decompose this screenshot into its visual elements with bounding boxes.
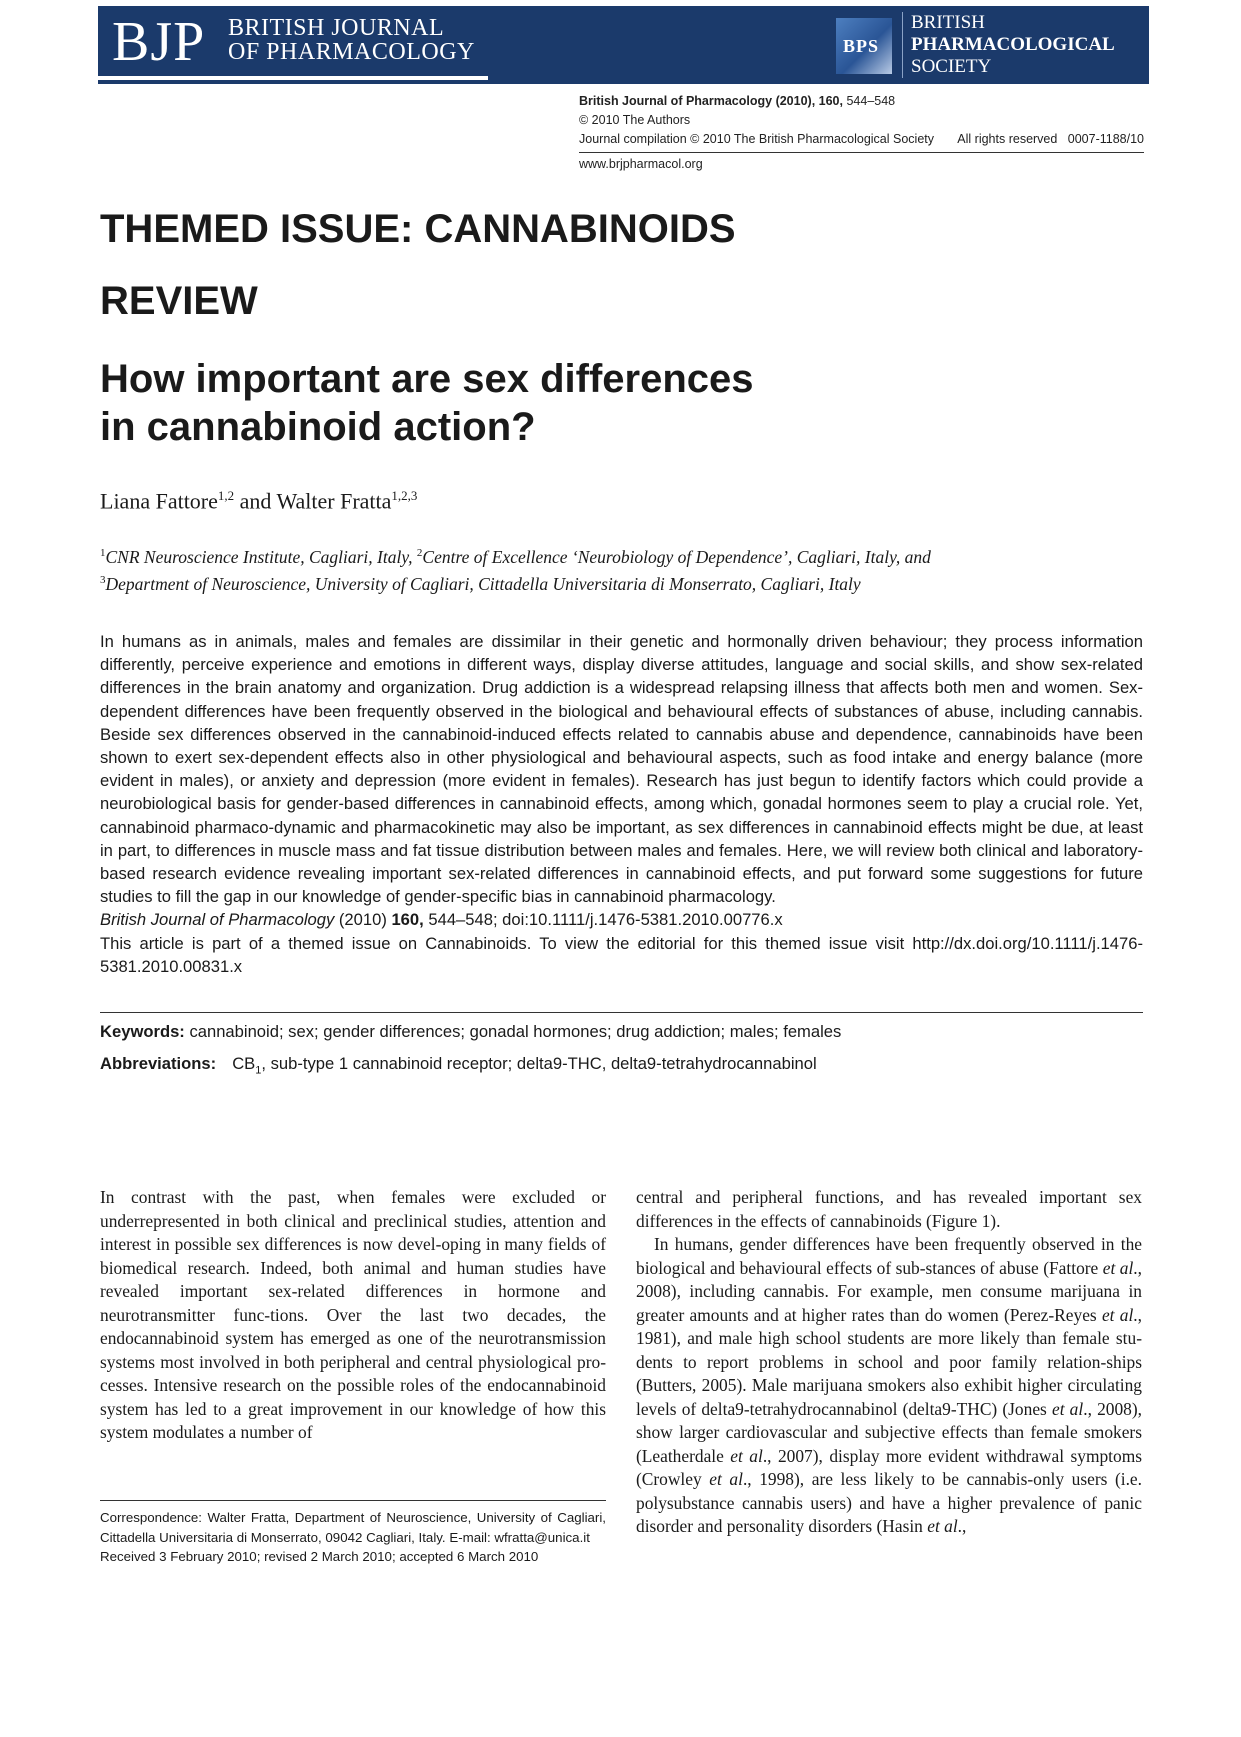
abstract-rule [100, 1012, 1143, 1013]
footnote [100, 1508, 606, 1567]
cite-volume: 160, [391, 910, 424, 930]
bps-logo-text: BPS [843, 36, 880, 56]
title-line1: How important are sex differences [100, 357, 754, 401]
keywords-text: cannabinoid; sex; gender differences; gonadal hormones; drug addiction; males; females [184, 1022, 842, 1041]
rights-text: All rights reserved [957, 132, 1058, 146]
author1-affil-sup: 1,2 [217, 488, 235, 503]
rights-issn [957, 130, 1144, 149]
bjp-underline [98, 76, 488, 80]
issn-text: 0007-1188/10 [1067, 132, 1144, 146]
affiliations [100, 542, 1145, 596]
cite-rest: 544–548; doi:10.1111/j.1476-5381.2010.00776.x [423, 910, 783, 930]
bjp-logo: BJP [112, 11, 206, 73]
para2-seg-e: ., 2007), display more evident withdrawal symptoms (Crowley [636, 1445, 1142, 1489]
bps-line3: SOCIETY [911, 56, 992, 77]
abstract-citation [100, 908, 1143, 931]
themed-issue-heading: THEMED ISSUE: CANNABINOIDS [100, 207, 736, 251]
cite-year: (2010) [334, 910, 392, 930]
et-al-6: et al [927, 1516, 958, 1536]
compilation-text: Journal compilation © 2010 The British Pharmacological Society [579, 132, 934, 146]
para2-seg-c: ., 1981), and male high school students are more likely than female stu-dents to report problems in school and poor family relation-ships (Butters, 2005). Male marijuana smokers also exhibit higher circulating levels of delta9-tetrahydrocannabinol (delta9-THC) (Jones [636, 1304, 1142, 1419]
abbrev-text: , sub-type 1 cannabinoid receptor; delta9-THC, delta9-tetrahydrocannabinol [261, 1054, 817, 1073]
bps-society-name [911, 12, 1115, 78]
affil-sup-2: 2 [416, 547, 423, 559]
keywords-label: Keywords: [100, 1022, 185, 1041]
abstract-body: In humans as in animals, males and females are dissimilar in their genetic and hormonally driven behaviour; they process information differently, perceive experience and emotions in different ways, display diverse attitudes, language and social skills, and show sex-related differences in the brain anatomy and organization. Drug addiction is a widespread relapsing illness that affects both men and women. Sex-dependent differences have been frequently observed in the biological and behavioural effects of substances of abuse, including cannabis. Beside sex differences observed in the cannabinoid-induced effects related to cannabis abuse and dependence, cannabinoids have been shown to exert sex-dependent effects also in other physiological and behavioural aspects, such as food intake and energy balance (more evident in males), or anxiety and depression (more evident in females). Research has just begun to identify factors which could provide a neurobiological basis for gender-based differences in cannabinoid effects, among which, gonadal hormones seem to play a crucial role. Yet, cannabinoid pharmaco-dynamic and pharmacokinetic may also be important, as sex differences in cannabinoid effects might be due, at least in part, to differences in muscle mass and fat tissue distribution between males and females. Here, we will review both clinical and laboratory-based research evidence revealing important sex-related differences in cannabinoid effects, and put forward some suggestions for future studies to fill the gap in our knowledge of gender-specific bias in cannabinoid pharmacology. [100, 632, 1143, 907]
author2-affil-sup: 1,2,3 [391, 488, 418, 503]
bjp-name-line1: BRITISH JOURNAL [228, 15, 445, 41]
citation-pages: 544–548 [842, 94, 896, 108]
bps-divider [902, 12, 903, 78]
cite-journal: British Journal of Pharmacology [100, 910, 335, 930]
body-left-para1: In contrast with the past, when females were excluded or underrepresented in both clinical and preclinical studies, attention and interest in possible sex differences is now devel-oping in many fields of biomedical research. Indeed, both animal and human studies have revealed important sex-related differences in hormone and neurotransmitter func-tions. Over the last two decades, the endocannabinoid system has emerged as one of the neurotransmission systems most involved in both peripheral and central physiological pro-cesses. Intensive research on the possible roles of the endocannabinoid system has led to a great improvement in our knowledge of how this system modulates a number of [100, 1187, 606, 1442]
author-fattore: Liana Fattore [100, 488, 218, 514]
bps-line2: PHARMACOLOGICAL [911, 34, 1115, 55]
abbrev-cb-sub: 1 [255, 1064, 262, 1077]
affil-3: Department of Neuroscience, University of Cagliari, Cittadella Universitaria di Monserrato, Cagliari, Italy [105, 573, 861, 594]
keywords [100, 1020, 1143, 1044]
bjp-name-line2: OF PHARMACOLOGY [228, 39, 475, 65]
body-right-para1: central and peripheral functions, and has revealed important sex differences in the effects of cannabinoids (Figure 1). [636, 1187, 1142, 1231]
correspondence: Correspondence: Walter Fratta, Department of Neuroscience, University of Cagliari, Cittadella Universitaria di Monserrato, 09042 Cagliari, Italy. E-mail: wfratta@unica.it [100, 1510, 606, 1545]
bps-logo-icon [836, 18, 892, 74]
body-column-left [100, 1186, 606, 1445]
et-al-2: et al [1101, 1304, 1134, 1325]
journal-url[interactable]: www.brjpharmacol.org [579, 157, 703, 171]
bps-line1: BRITISH [911, 12, 985, 33]
para2-seg-d: ., 2008), show larger cardiovascular and subjective effects than female smokers (Leatherdale [636, 1398, 1142, 1466]
et-al-3: et al [1051, 1398, 1084, 1419]
journal-info-rule [579, 152, 1144, 153]
body-column-right [636, 1186, 1142, 1539]
citation-prefix: British Journal of Pharmacology (2010), 160, [579, 94, 843, 108]
abbreviations [100, 1052, 1143, 1082]
author-fratta: and Walter Fratta [234, 488, 392, 514]
et-al-5: et al [709, 1469, 743, 1489]
body-right-para2 [636, 1233, 1142, 1539]
footnote-rule [100, 1500, 606, 1501]
affil-2: Centre of Excellence ‘Neurobiology of Dependence’, Cagliari, Italy, and [422, 546, 931, 567]
article-title [100, 355, 860, 451]
copyright-line: © 2010 The Authors [579, 113, 691, 127]
title-line2: in cannabinoid action? [100, 405, 536, 449]
journal-info [579, 92, 1144, 149]
abbreviations-label: Abbreviations: [100, 1054, 217, 1073]
affil-1: CNR Neuroscience Institute, Cagliari, Italy, [105, 546, 417, 567]
et-al-4: et al [730, 1445, 763, 1466]
article-type-heading: REVIEW [100, 279, 258, 323]
para2-seg-b: ., 2008), including cannabis. For example, men consume marijuana in greater amounts and at higher rates than do women (Perez-Reyes [636, 1257, 1142, 1325]
affil-sup-1: 1 [100, 547, 106, 559]
para2-seg-f: ., 1998), are less likely to be cannabis-only users (i.e. polysubstance cannabis users) and have a higher prevalence of panic disorder and personality disorders (Hasin [636, 1469, 1142, 1536]
para2-seg-a: In humans, gender differences have been frequently observed in the biological and behavioural effects of sub-stances of abuse (Fattore [636, 1234, 1142, 1278]
citation-line [579, 92, 1144, 111]
themed-issue-note: This article is part of a themed issue on Cannabinoids. To view the editorial for this themed issue visit http://dx.doi.org/10.1111/j.1476-5381.2010.00831.x [100, 933, 1143, 976]
abbrev-cb: CB [232, 1054, 256, 1073]
abstract [100, 630, 1143, 978]
author-list [100, 482, 417, 515]
received-dates: Received 3 February 2010; revised 2 March 2010; accepted 6 March 2010 [100, 1549, 539, 1564]
para2-seg-g: ., [957, 1516, 967, 1536]
compilation-line [579, 130, 1144, 149]
affil-sup-3: 3 [100, 573, 106, 586]
journal-masthead [98, 6, 1149, 84]
bjp-journal-name [228, 16, 475, 64]
et-al-1: et al [1102, 1257, 1134, 1278]
